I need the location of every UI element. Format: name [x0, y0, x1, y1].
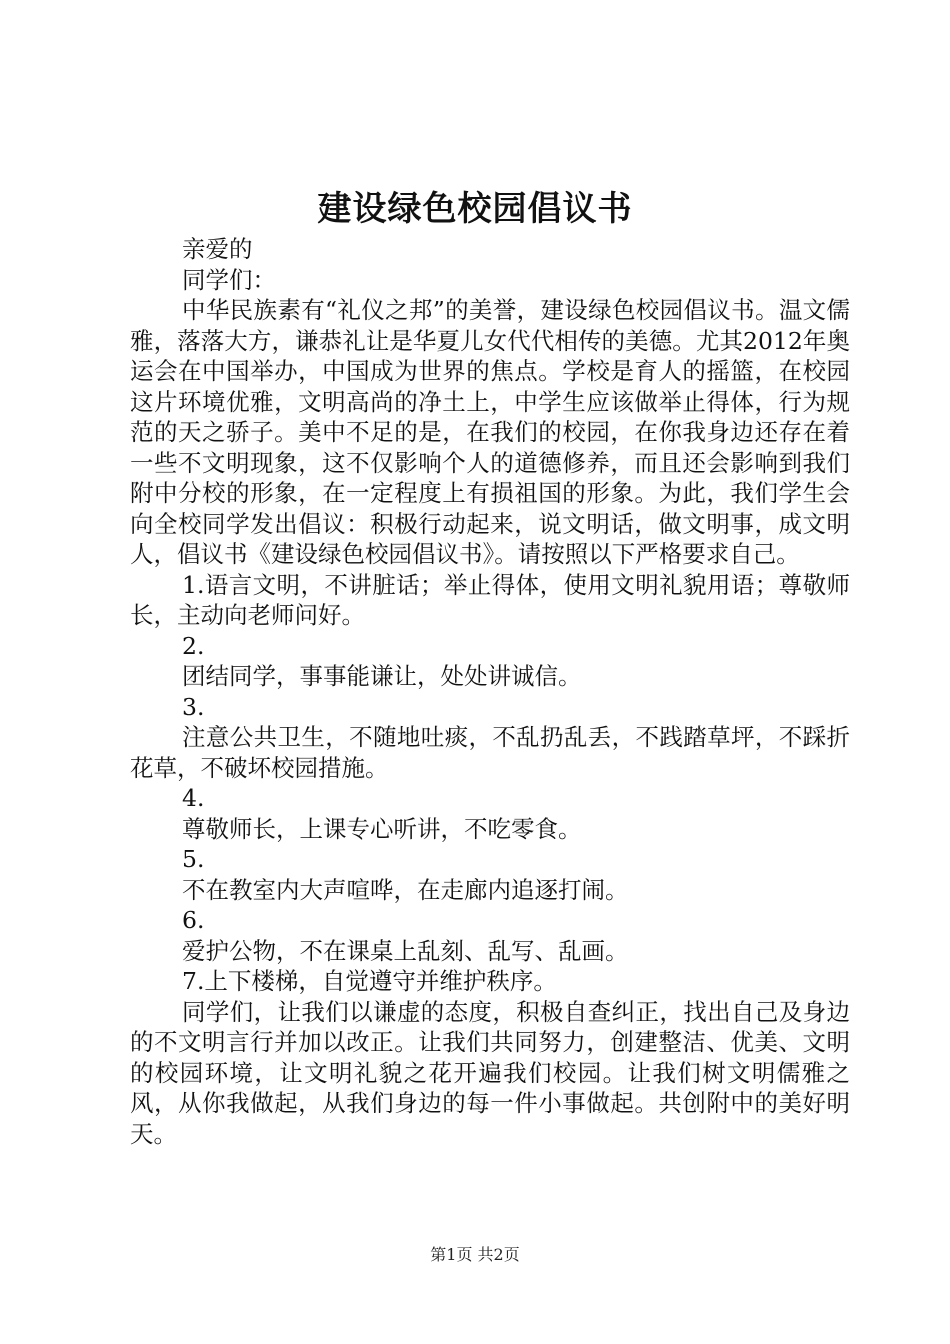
list-item-6-number: 6.	[182, 906, 205, 934]
list-item-5-number: 5.	[182, 845, 205, 873]
list-item-3-number: 3.	[182, 692, 205, 721]
intro-paragraph: 中华民族素有“礼仪之邦”的美誉，建设绿色校园倡议书。温文儒雅，落落大方，谦恭礼让是华夏儿女代代相传的美德。尤其2012年奥运会在中国举办，中国成为世界的焦点。学校是育人的摇篮，在校园这片环境优雅，文明高尚的净土上，中学生应该做举止得体，行为规范的天之骄子。美中不足的是，在我们的校园，在你我身边还存在着一些不文明现象，这不仅影响个人的道德修养，而且还会影响到我们附中分校的形象，在一定程度上有损祖国的形象。为此，我们学生会向全校同学发出倡议：积极行动起来，说文明话，做文明事，成文明人，倡议书《建设绿色校园倡议书》。请按照以下严格要求自己。	[130, 296, 850, 568]
page-indicator: 第1页 共2页	[430, 1245, 520, 1264]
document-title: 建设绿色校园倡议书	[317, 189, 633, 229]
document-body	[130, 234, 850, 1149]
list-item-7: 7.上下楼梯，自觉遵守并维护秩序。	[182, 967, 557, 995]
salutation-line-2: 同学们：	[182, 265, 276, 294]
salutation-line-1: 亲爱的	[182, 235, 253, 263]
list-item-3-text: 注意公共卫生，不随地吐痰，不乱扔乱丢，不践踏草坪，不踩折花草，不破坏校园措施。	[130, 723, 850, 782]
list-item-2-number: 2.	[182, 631, 205, 660]
list-item-4-number: 4.	[182, 784, 205, 812]
closing-paragraph: 同学们，让我们以谦虚的态度，积极自查纠正，找出自己及身边的不文明言行并加以改正。让我们共同努力，创建整洁、优美、文明的校园环境，让文明礼貌之花开遍我们校园。让我们树文明儒雅之风，从你我做起，从我们身边的每一件小事做起。共创附中的美好明天。	[130, 997, 850, 1148]
list-item-4-text: 尊敬师长，上课专心听讲，不吃零食。	[182, 814, 582, 843]
list-item-6-text: 爱护公物，不在课桌上乱刻、乱写、乱画。	[182, 936, 629, 965]
list-item-5-text: 不在教室内大声喧哗，在走廊内追逐打闹。	[182, 875, 629, 904]
list-item-1: 1.语言文明，不讲脏话；举止得体，使用文明礼貌用语；尊敬师长，主动向老师问好。	[130, 570, 850, 629]
list-item-2-text: 团结同学，事事能谦让，处处讲诚信。	[182, 662, 582, 690]
